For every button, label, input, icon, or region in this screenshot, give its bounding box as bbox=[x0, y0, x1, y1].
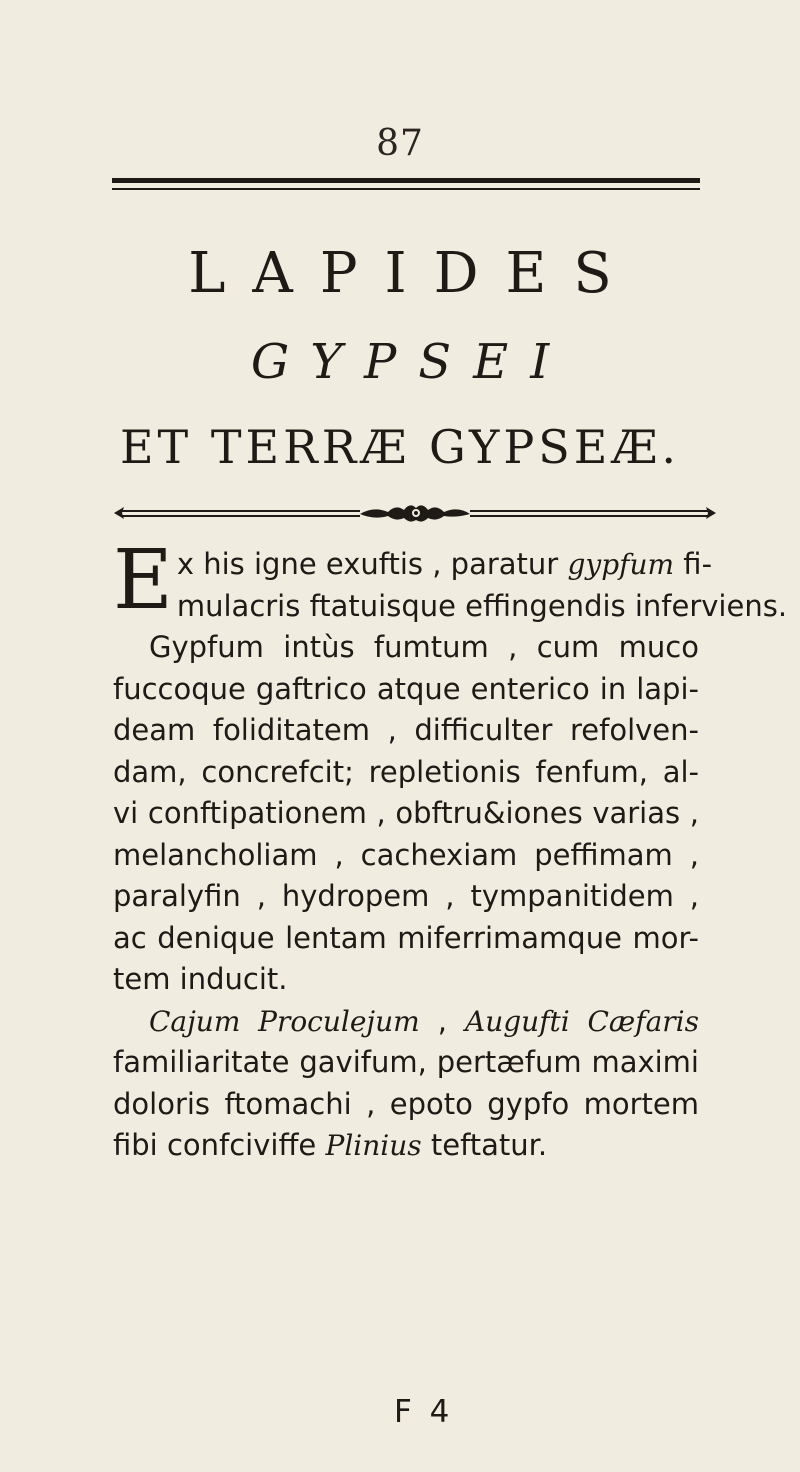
chapter-subtitle-2: ET TERRÆ GYPSEÆ. bbox=[119, 420, 681, 474]
chapter-title: LAPIDES bbox=[188, 241, 639, 306]
text-line: vi conftipationem , obftru&iones varias , bbox=[113, 796, 699, 830]
drop-cap-initial: E bbox=[113, 533, 173, 628]
text-line: x his igne exuftis , paratur gypfum fi- bbox=[176, 547, 713, 581]
paragraph-1 bbox=[113, 533, 788, 628]
text-line: fibi confciviffe Plinius teftatur. bbox=[113, 1128, 548, 1162]
text-line: ac denique lentam miferrimamque mor- bbox=[113, 920, 699, 955]
body-text bbox=[113, 533, 788, 1167]
text-line: doloris ftomachi , epoto gypfo mortem bbox=[113, 1086, 699, 1121]
header-rule-thick bbox=[112, 178, 700, 183]
fleuron-ornament-icon bbox=[112, 500, 718, 526]
catchword: F 4 bbox=[394, 1394, 454, 1430]
text-line: paralyfin , hydropem , tympanitidem , bbox=[113, 879, 699, 913]
page-number: 87 bbox=[376, 123, 424, 164]
text-line: deam foliditatem , difficulter refolven- bbox=[113, 713, 699, 747]
text-line: Cajum Proculejum , Augufti Cæfaris bbox=[149, 1003, 699, 1038]
paragraph-2 bbox=[113, 627, 699, 1001]
chapter-subtitle: GYPSEI bbox=[250, 334, 572, 390]
text-line: fuccoque gaftrico atque enterico in lapi- bbox=[113, 671, 699, 706]
paragraph-3 bbox=[113, 1001, 699, 1167]
text-line: melancholiam , cachexiam peffimam , bbox=[113, 837, 699, 872]
text-line: tem inducit. bbox=[113, 962, 288, 996]
text-line: Gypfum intùs fumtum , cum muco bbox=[149, 630, 699, 664]
text-line: mulacris ftatuisque effingendis inferviens. bbox=[176, 588, 788, 623]
text-line: dam, concrefcit; repletionis fenfum, al- bbox=[113, 754, 699, 789]
text-line: familiaritate gavifum, pertæfum maximi bbox=[113, 1045, 699, 1079]
header-rule-thin bbox=[112, 188, 700, 190]
